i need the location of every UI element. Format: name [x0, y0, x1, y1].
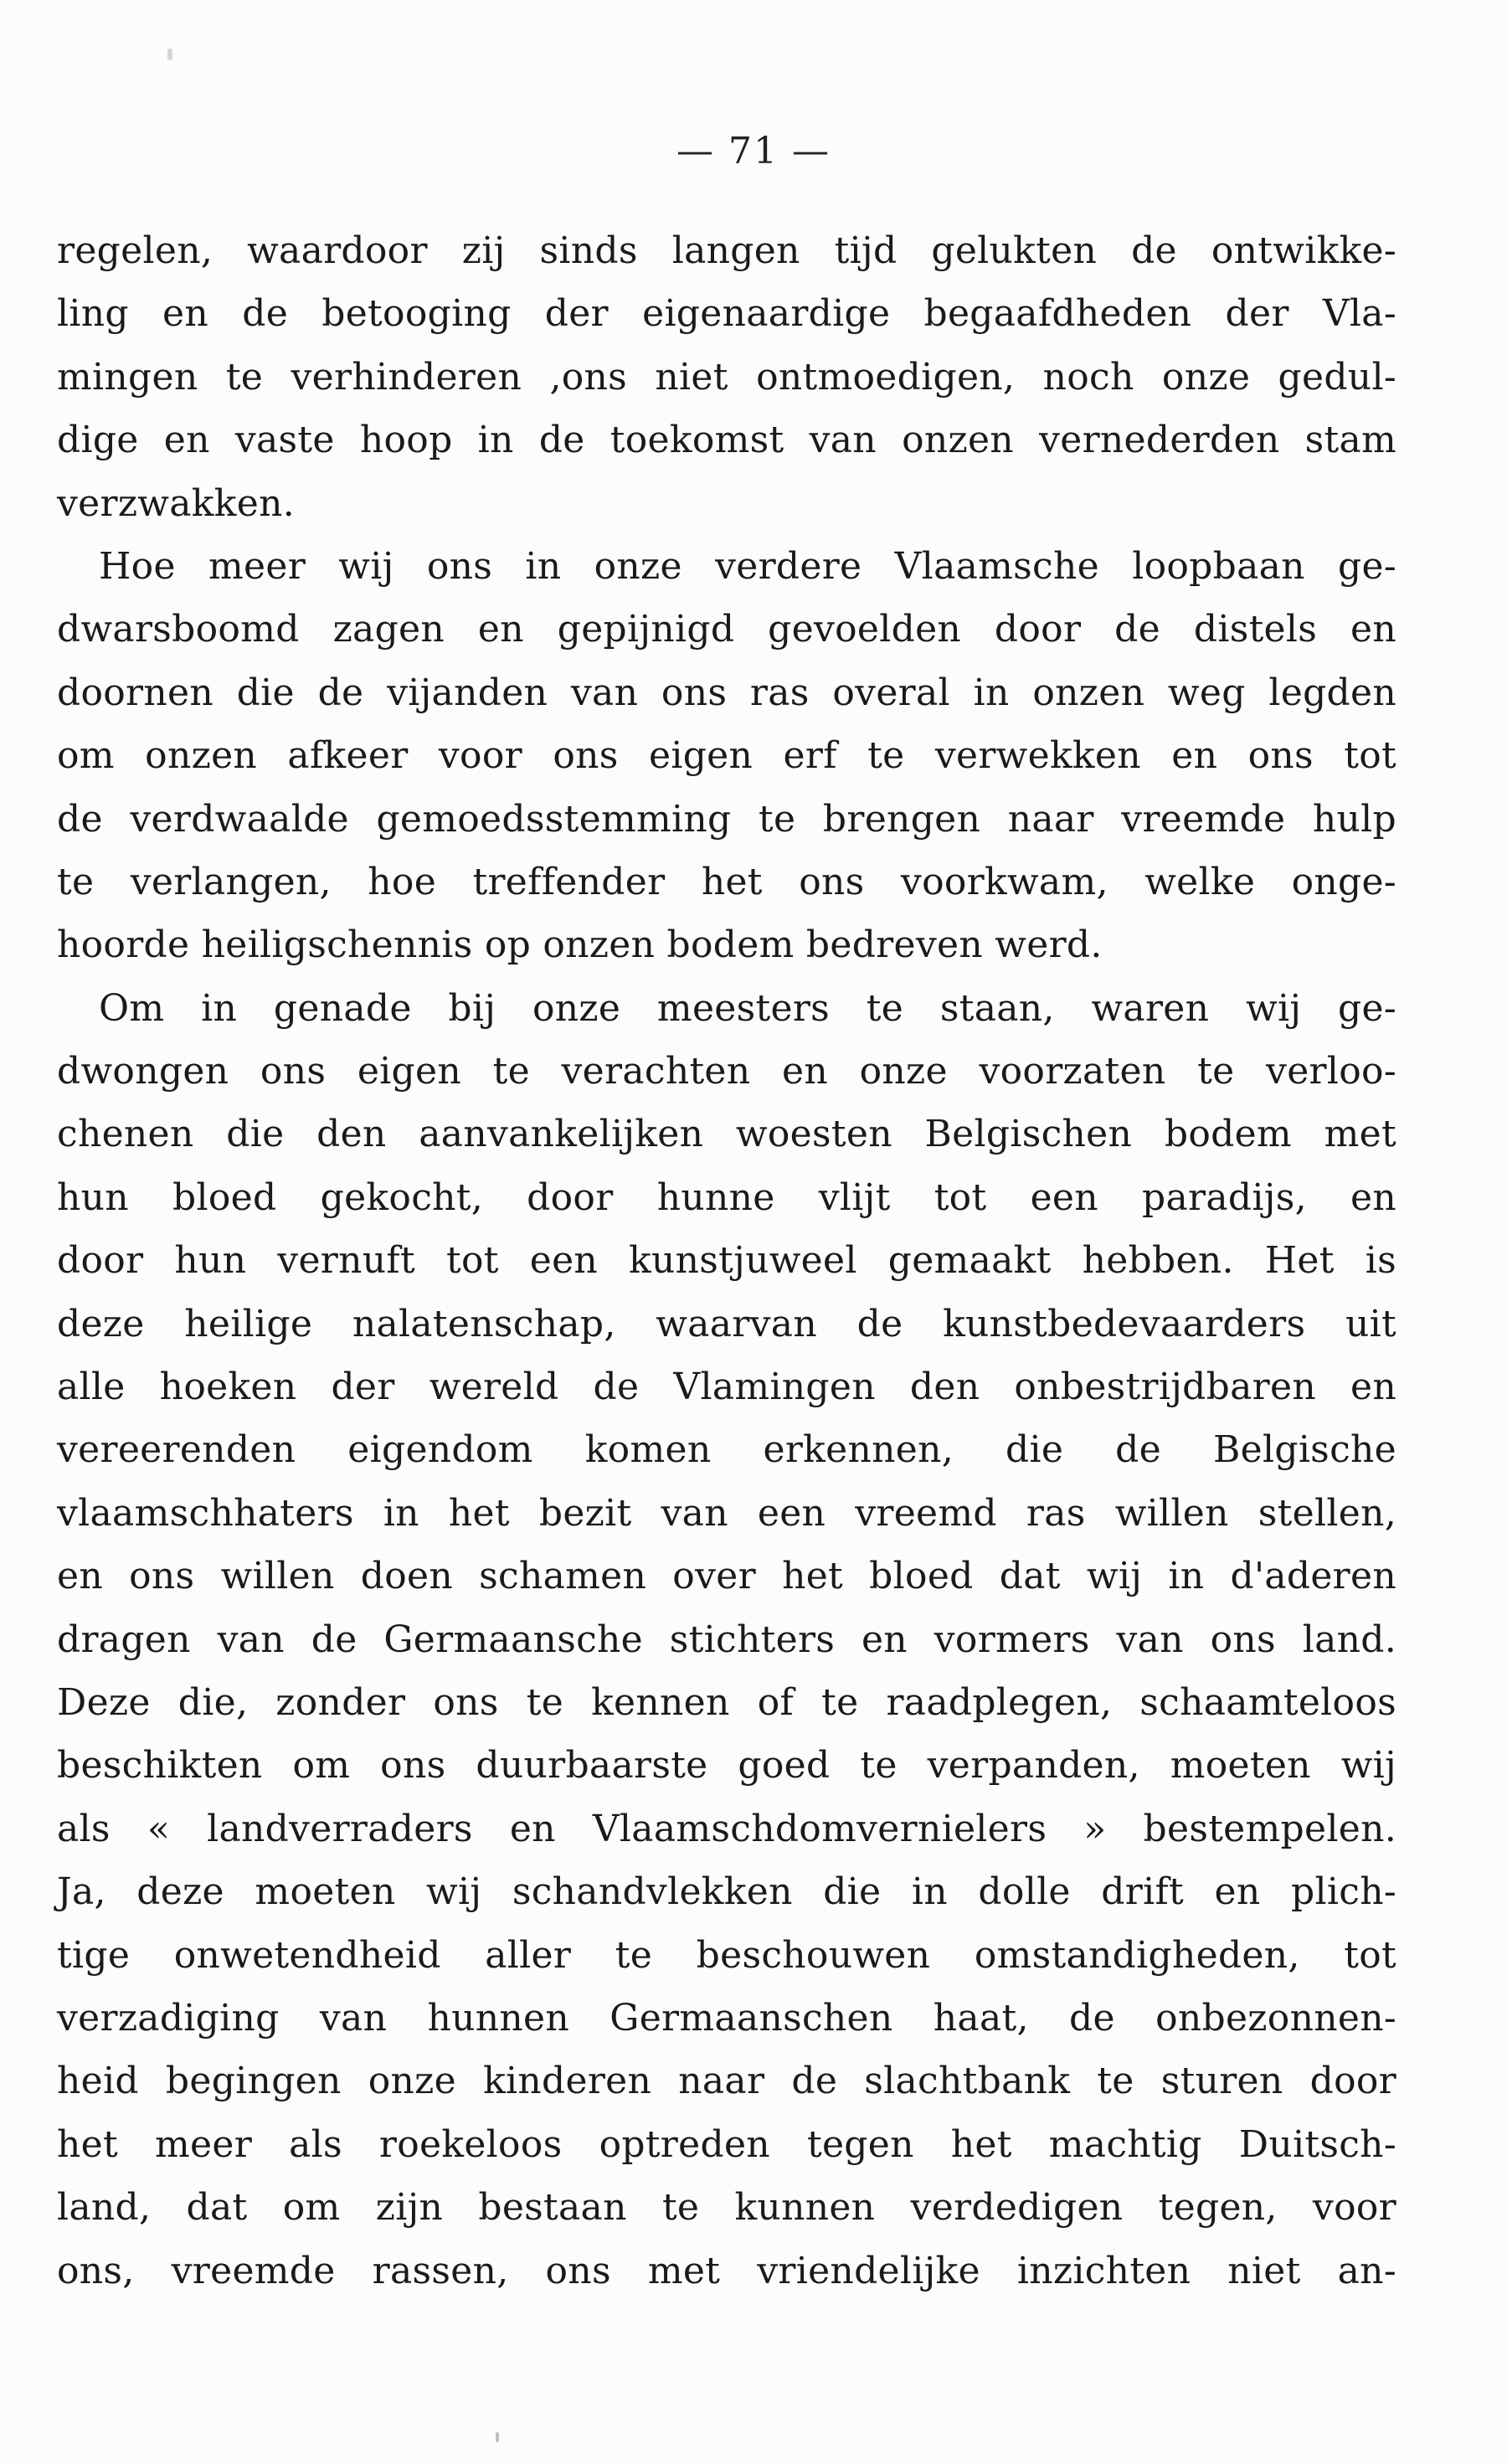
text-line: dwarsboomd zagen en gepijnigd gevoelden door de distels en [57, 608, 1396, 651]
body-text [57, 219, 1396, 2302]
paper-blemish [167, 49, 172, 60]
text-line: verzadiging van hunnen Germaanschen haat, de onbezonnen- [57, 1996, 1396, 2040]
text-line: dwongen ons eigen te verachten en onze voorzaten te verloo- [57, 1050, 1396, 1093]
text-line: Deze die, zonder ons te kennen of te raadplegen, schaamteloos [57, 1680, 1396, 1724]
text-line: te verlangen, hoe treffender het ons voorkwam, welke onge- [57, 860, 1396, 903]
text-line: deze heilige nalatenschap, waarvan de kunstbedevaarders uit [57, 1302, 1396, 1345]
text-line: beschikten om ons duurbaarste goed te verpanden, moeten wij [57, 1744, 1396, 1788]
text-line: verzwakken. [57, 481, 295, 525]
text-line: ons, vreemde rassen, ons met vriendelijke inzichten niet an- [57, 2249, 1396, 2292]
text-line: om onzen afkeer voor ons eigen erf te verwekken en ons tot [57, 734, 1396, 778]
text-line: hun bloed gekocht, door hunne vlijt tot een paradijs, en [57, 1175, 1396, 1219]
text-line: dige en vaste hoop in de toekomst van onzen vernederden stam [57, 419, 1396, 462]
text-line: ling en de betooging der eigenaardige begaafdheden der Vla- [57, 292, 1396, 336]
text-line: land, dat om zijn bestaan te kunnen verdedigen tegen, voor [57, 2186, 1396, 2230]
text-line: de verdwaalde gemoedsstemming te brengen naar vreemde hulp [57, 797, 1396, 841]
text-line: chenen die den aanvankelijken woesten Belgischen bodem met [57, 1113, 1396, 1156]
text-line: vereerenden eigendom komen erkennen, die de Belgische [57, 1428, 1396, 1472]
text-line: alle hoeken der wereld de Vlamingen den onbestrijdbaren en [57, 1366, 1396, 1409]
text-line: tige onwetendheid aller te beschouwen omstandigheden, tot [57, 1933, 1396, 1977]
text-line: dragen van de Germaansche stichters en vormers van ons land. [57, 1618, 1396, 1661]
text-line: mingen te verhinderen ,ons niet ontmoedigen, noch onze gedul- [57, 355, 1396, 399]
paper-blemish [496, 2432, 499, 2442]
text-line: Ja, deze moeten wij schandvlekken die in dolle drift en plich- [57, 1870, 1396, 1914]
text-line: als « landverraders en Vlaamschdomvernielers » bestempelen. [57, 1807, 1396, 1850]
text-line: Hoe meer wij ons in onze verdere Vlaamsche loopbaan ge- [99, 544, 1396, 588]
text-line: regelen, waardoor zij sinds langen tijd gelukten de ontwikke- [57, 229, 1396, 272]
text-line: vlaamschhaters in het bezit van een vreemd ras willen stellen, [57, 1491, 1396, 1535]
text-line: en ons willen doen schamen over het bloed dat wij in d'aderen [57, 1555, 1396, 1598]
page-number: — 71 — [676, 130, 831, 172]
text-line: het meer als roekeloos optreden tegen het machtig Duitsch- [57, 2122, 1396, 2166]
text-line: door hun vernuft tot een kunstjuweel gemaakt hebben. Het is [57, 1239, 1396, 1283]
text-line: hoorde heiligschennis op onzen bodem bedreven werd. [57, 923, 1103, 967]
text-line: heid begingen onze kinderen naar de slachtbank te sturen door [57, 2060, 1396, 2103]
text-line: Om in genade bij onze meesters te staan, waren wij ge- [99, 986, 1396, 1030]
text-line: doornen die de vijanden van ons ras overal in onzen weg legden [57, 671, 1396, 714]
